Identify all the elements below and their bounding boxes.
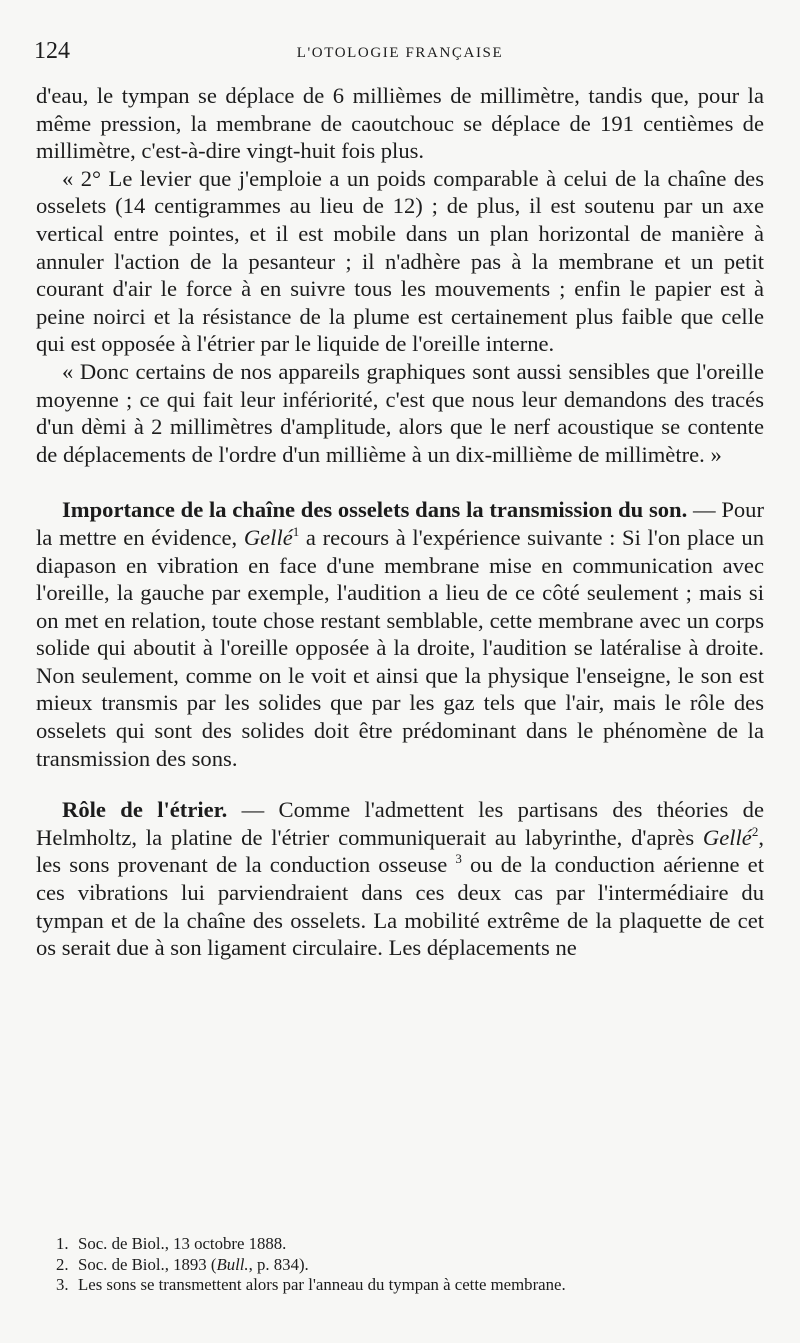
author-name: Gellé	[702, 824, 752, 850]
paragraph-text: — Pour la mettre en évidence,	[36, 497, 765, 550]
footnote-number: 3.	[56, 1275, 69, 1294]
paragraph-text: ou de la conduction aérienne et ces vibrations lui parviendraient dans ces deux cas par l'intermédiaire du tympan et de la chaîne des osselets. La mobilité extrême de la plaquette de cet os serait due à son ligament circulaire. Les déplacements ne	[36, 852, 764, 961]
footnote-ref: 2	[751, 823, 759, 839]
paragraph-quote-conclusion: « Donc certains de nos appareils graphiques sont aussi sensibles que l'oreille moyenne ; ce qui fait leur infériorité, c'est que nous leur demandons des tracés d'un dèmi à 2 millimètres d'amplitude, alors que le nerf acoustique se contente de déplacements de l'ordre d'un millième à un dix-millième de millimètre. »	[36, 358, 764, 467]
paragraph-text: a recours à l'expérience suivante : Si l'on place un diapason en vibration en face d'une membrane mise en communication avec l'oreille, la gauche par exemple, l'audition a lieu de ce côté seulement ; mais si on met en relation, toute chose restant semblable, cette membrane avec un corps solide qui aboutit à l'oreille opposée à la droite, l'audition se latéralise à droite. Non seulement, comme on le voit et ainsi que la physique l'enseigne, le son est mieux transmis par les solides que par les gaz tels que l'air, mais le rôle des osselets qui sont des solides doit être prédominant dans le phénomène de la transmission des sons.	[36, 524, 764, 771]
footnote-text: Soc. de Biol., 13 octobre 1888.	[78, 1234, 287, 1253]
running-head	[34, 38, 766, 68]
section-importance-osselets	[36, 496, 764, 772]
footnote-1	[56, 1234, 768, 1255]
section-role-etrier	[36, 796, 764, 962]
footnote-italic: Bull.	[216, 1254, 249, 1274]
section-heading: Importance de la chaîne des osselets dans la transmission du son.	[62, 497, 688, 523]
section-heading: Rôle de l'étrier.	[62, 797, 228, 823]
footnotes	[56, 1234, 768, 1296]
footnote-number: 1.	[56, 1234, 69, 1253]
footnote-ref: 3	[455, 851, 462, 867]
author-name: Gellé	[243, 524, 293, 550]
footnote-text: Les sons se transmettent alors par l'anneau du tympan à cette membrane.	[78, 1275, 566, 1294]
footnote-text: , p. 834).	[248, 1254, 309, 1274]
paragraph-text: — Comme l'admettent les partisans des théories de Helmholtz, la platine de l'étrier communiquerait au labyrinthe, d'après	[36, 797, 764, 850]
paragraph-continuation: d'eau, le tympan se déplace de 6 millièmes de millimètre, tandis que, pour la même pression, la membrane de caoutchouc se déplace de 191 centièmes de millimètre, c'est-à-dire vingt-huit fois plus.	[36, 83, 764, 164]
footnote-ref: 1	[292, 523, 300, 539]
footnote-2	[56, 1255, 768, 1276]
paragraph-text: , les sons provenant de la conduction osseuse	[36, 824, 764, 878]
paragraph-quote-lever: « 2° Le levier que j'emploie a un poids comparable à celui de la chaîne des osselets (14 centigrammes au lieu de 12) ; de plus, il est soutenu par un axe vertical entre pointes, et il est mobile dans un plan horizontal de manière à annuler l'action de la pesanteur ; il n'adhère pas à la membrane et un petit courant d'air le force à en suivre tous les mouvements ; enfin le papier est à peine noirci et la résistance de la plume est certainement plus faible que celle qui est opposée à l'étrier par le liquide de l'oreille interne.	[36, 165, 764, 357]
main-text	[36, 82, 764, 962]
footnote-number: 2.	[56, 1254, 69, 1274]
footnote-text: Soc. de Biol., 1893 (	[78, 1254, 217, 1274]
running-title: L'OTOLOGIE FRANÇAISE	[296, 45, 504, 61]
page-number: 124	[34, 38, 70, 64]
footnote-3	[56, 1275, 768, 1296]
